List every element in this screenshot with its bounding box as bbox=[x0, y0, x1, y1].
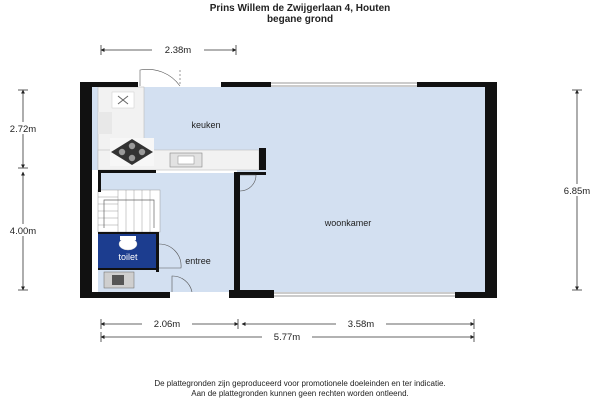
floor-subtitle: begane grond bbox=[266, 14, 334, 25]
disclaimer-line-1: De plattegronden zijn geproduceerd voor promotionele doeleinden en ter indicatie. bbox=[154, 379, 446, 388]
label-toilet: toilet bbox=[118, 252, 138, 262]
sink-icon bbox=[170, 153, 202, 167]
dim-top-width: 2.38m bbox=[164, 45, 192, 56]
dim-right-height: 6.85m bbox=[563, 186, 591, 197]
disclaimer-line-2: Aan de plattegronden kunnen geen rechten worden ontleend. bbox=[191, 389, 409, 398]
label-woonkamer: woonkamer bbox=[324, 218, 372, 228]
plan-title: Prins Willem de Zwijgerlaan 4, Houten bbox=[209, 3, 391, 14]
dim-bottom-total: 5.77m bbox=[273, 332, 301, 343]
staircase bbox=[98, 190, 160, 232]
dim-left-upper: 2.72m bbox=[9, 124, 37, 135]
label-entree: entree bbox=[185, 256, 211, 266]
dim-bottom-left: 2.06m bbox=[153, 319, 181, 330]
label-keuken: keuken bbox=[191, 120, 221, 130]
dim-left-lower: 4.00m bbox=[9, 226, 37, 237]
woonkamer-floor bbox=[237, 87, 485, 292]
stove-icon bbox=[110, 138, 154, 166]
cabinet bbox=[98, 112, 112, 134]
meter-cupboard-icon bbox=[104, 272, 134, 288]
toilet-icon bbox=[119, 236, 137, 250]
fan-icon bbox=[112, 92, 134, 108]
dim-bottom-right: 3.58m bbox=[347, 319, 375, 330]
